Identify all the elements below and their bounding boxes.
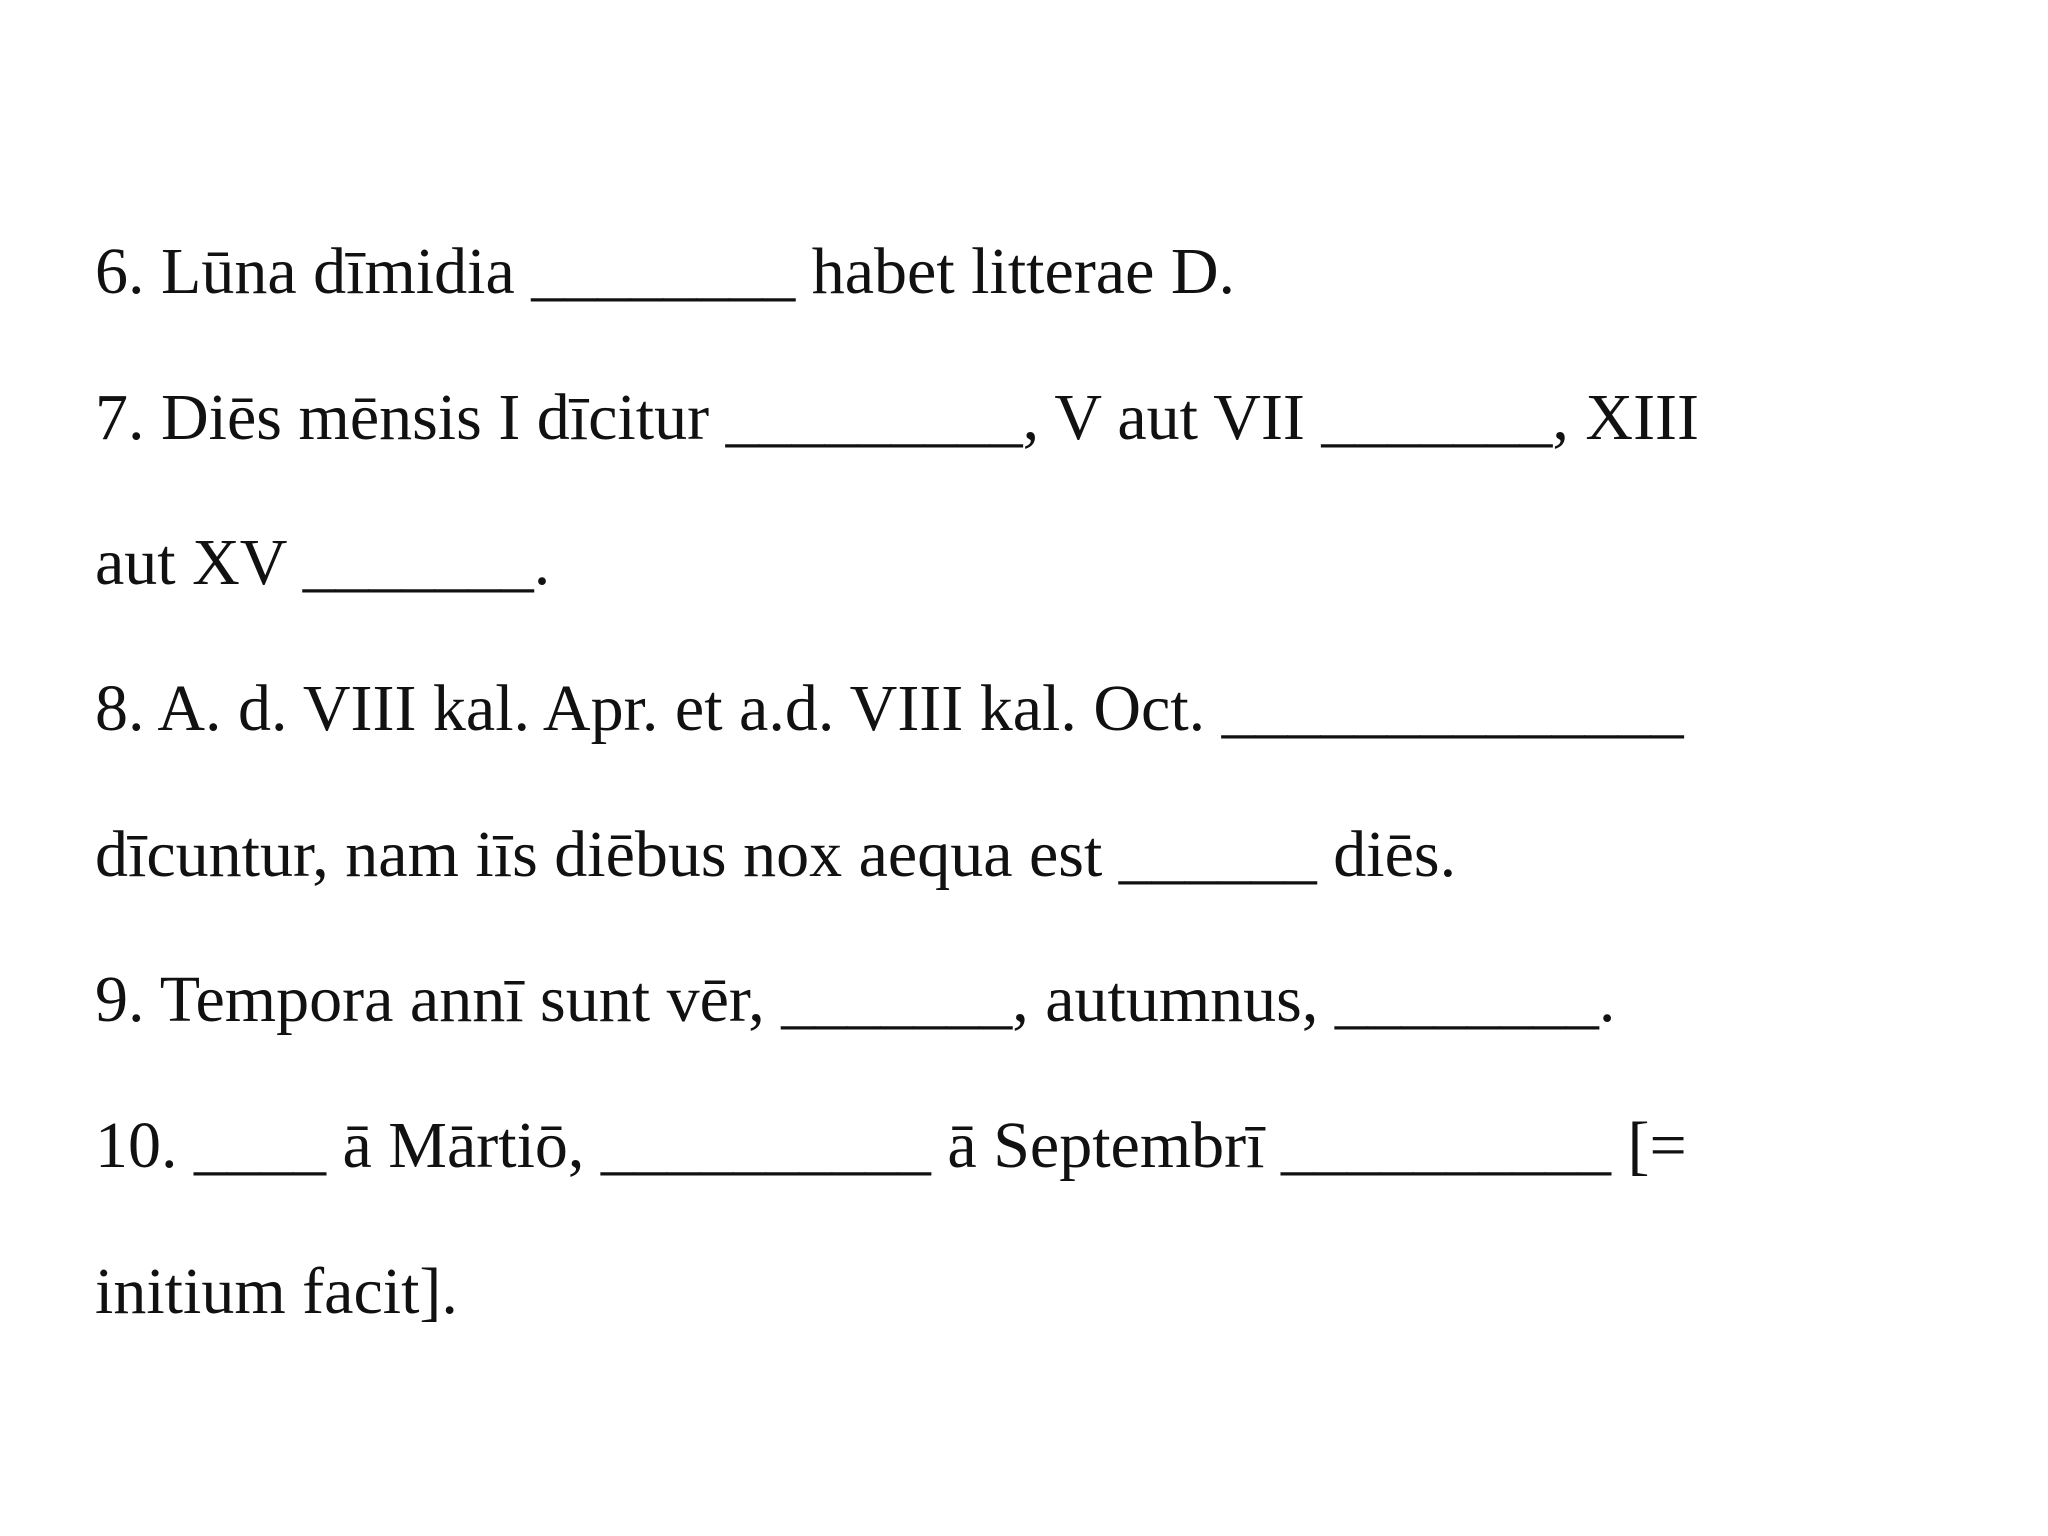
exercise-text <box>95 220 1995 1386</box>
exercise-line-10a: 10. ____ ā Mārtiō, __________ ā Septembrī __________ [= <box>95 1109 1687 1183</box>
exercise-line-7b: aut XV _______. <box>95 526 551 600</box>
exercise-line-8b: dīcuntur, nam iīs diēbus nox aequa est ______ diēs. <box>95 817 1457 891</box>
exercise-line-10b: initium facit]. <box>95 1254 458 1328</box>
exercise-line-7a: 7. Diēs mēnsis I dīcitur _________, V aut VII _______, XIII <box>95 380 1700 454</box>
exercise-line-6: 6. Lūna dīmidia ________ habet litterae D. <box>95 235 1236 308</box>
exercise-line-9: 9. Tempora annī sunt vēr, _______, autumnus, ________. <box>95 963 1616 1037</box>
exercise-line-8a: 8. A. d. VIII kal. Apr. et a.d. VIII kal. Oct. ______________ <box>95 672 1684 746</box>
